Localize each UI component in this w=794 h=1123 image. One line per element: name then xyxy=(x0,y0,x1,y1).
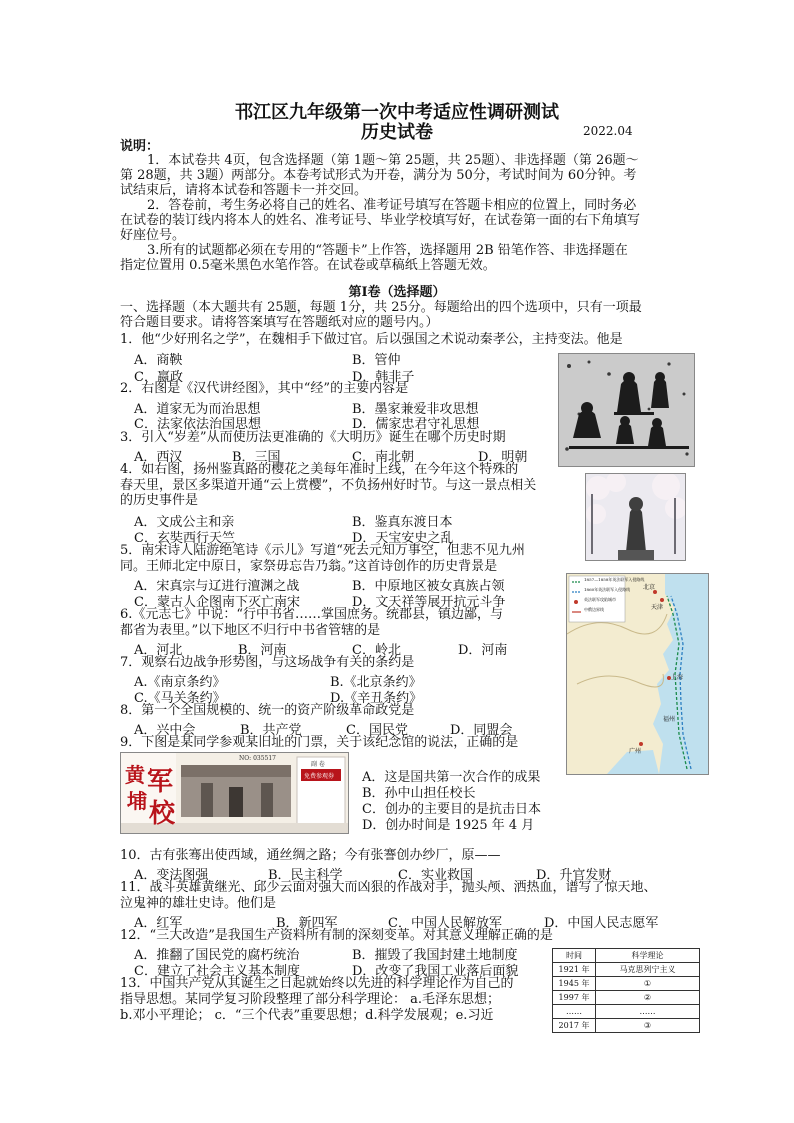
q12-option-b: B．摧毁了我国封建土地制度 xyxy=(352,948,518,963)
table-cell: ③ xyxy=(596,1019,700,1033)
q12-option-c: C．建立了社会主义基本制度 xyxy=(134,964,300,979)
map-city-label: 上海 xyxy=(671,674,684,681)
q1-option-b: B．管仲 xyxy=(352,353,401,368)
note-line: 第 28题，共 3题）两部分。本卷考试形式为开卷，满分为 50分，考试时间为 60分钟。考 xyxy=(120,168,637,183)
science-theory-table xyxy=(552,948,700,1033)
q5-option-c: C．蒙古人企图南下灭亡南宋 xyxy=(134,595,300,610)
q11-option-d: D．中国人民志愿军 xyxy=(544,916,659,931)
q3-stem: 3．引入“岁差”从而使历法更准确的《大明历》诞生在哪个历史时期 xyxy=(120,430,506,445)
map-legend-item: 1857—1858年英法联军入侵路线 xyxy=(584,577,645,582)
note-line: 3.所有的试题都必须在专用的“答题卡”上作答，选择题用 2B 铅笔作答、非选择题在 xyxy=(147,243,628,258)
ticket-calligraphy: 军 xyxy=(147,767,174,797)
notes-label: 说明： xyxy=(120,139,160,154)
q13-stem: 13．中国共产党从其诞生之日起就始终以先进的科学理论作为自己的 xyxy=(120,976,514,991)
q9-stem: 9．下图是某同学参观某旧址的门票，关于该纪念馆的说法，正确的是 xyxy=(120,735,519,750)
q7-option-c: C.《马关条约》 xyxy=(134,691,226,706)
ticket-calligraphy: 埔 xyxy=(127,789,147,813)
q3-option-d: D．明朝 xyxy=(478,450,528,465)
q10-option-b: B．民主科学 xyxy=(268,868,343,883)
table-cell: 1921 年 xyxy=(553,963,596,977)
map-city-label: 广州 xyxy=(629,748,642,755)
table-row xyxy=(553,991,700,1005)
q10-stem: 10．古有张骞出使西域，通丝绸之路；今有张謇创办纱厂，原—— xyxy=(120,848,501,863)
ticket-calligraphy: 校 xyxy=(149,799,176,829)
q4-option-b: B．鉴真东渡日本 xyxy=(352,515,453,530)
q1-option-a: A．商鞅 xyxy=(134,353,183,368)
q5-stem: 5．南宋诗人陆游绝笔诗《示儿》写道“死去元知万事空，但悲不见九州 xyxy=(120,543,525,558)
q5-stem: 同。王师北定中原日，家祭毋忘告乃翁。”这首诗创作的历史背景是 xyxy=(120,559,498,574)
q10-option-a: A．变法图强 xyxy=(134,868,209,883)
table-cell: ① xyxy=(596,977,700,991)
map-city-label: 北京 xyxy=(643,584,656,591)
q11-option-b: B．新四军 xyxy=(276,916,338,931)
exam-subtitle: 历史试卷 xyxy=(361,122,433,143)
table-cell: 2017 年 xyxy=(553,1019,596,1033)
table-cell: …… xyxy=(553,1005,596,1019)
war-situation-map xyxy=(566,573,709,775)
ticket-calligraphy: 黄 xyxy=(125,763,145,787)
q13-stem: 指导思想。某同学复习阶段整理了部分科学理论： a.毛泽东思想； xyxy=(120,992,501,1007)
q12-option-a: A．推翻了国民党的腐朽统治 xyxy=(134,948,300,963)
table-row xyxy=(553,1005,700,1019)
map-city-label: 天津 xyxy=(651,604,664,611)
whampoa-ticket-photo xyxy=(120,752,349,834)
q7-stem: 7．观察右边战争形势图，与这场战争有关的条约是 xyxy=(120,655,415,670)
q9-option-d: D．创办时间是 1925 年 4 月 xyxy=(362,818,535,833)
q11-option-a: A．红军 xyxy=(134,916,183,931)
q6-stem: 都省为表里。”以下地区不归行中书省管辖的是 xyxy=(120,623,381,638)
q3-option-a: A．西汉 xyxy=(134,450,183,465)
q8-option-d: D．同盟会 xyxy=(450,723,513,738)
exam-date: 2022.04 xyxy=(583,124,633,138)
q10-option-c: C．实业救国 xyxy=(398,868,473,883)
q6-stem: 6.《元志七》中说：“行中书省……掌国庶务。统郡县，镇边鄙，与 xyxy=(120,607,504,622)
section-title: 第Ⅰ卷（选择题） xyxy=(348,285,446,300)
q7-option-b: B.《北京条约》 xyxy=(330,675,422,690)
table-row xyxy=(553,949,700,963)
note-line: 试结束后，请将本试卷和答题卡一并交回。 xyxy=(120,183,368,198)
han-lecture-relief-image xyxy=(558,353,695,467)
table-header-cell: 科学理论 xyxy=(596,949,700,963)
q1-option-d: D．韩非子 xyxy=(352,370,415,385)
q8-option-b: B．共产党 xyxy=(240,723,302,738)
q6-option-c: C．岭北 xyxy=(352,643,401,658)
q3-option-b: B．三国 xyxy=(232,450,281,465)
table-cell: …… xyxy=(596,1005,700,1019)
table-cell: 马克思列宁主义 xyxy=(596,963,700,977)
table-row xyxy=(553,977,700,991)
q8-option-a: A．兴中会 xyxy=(134,723,196,738)
jianzhen-statue-photo xyxy=(585,473,686,561)
q6-option-a: A．河北 xyxy=(134,643,183,658)
q1-option-c: C．嬴政 xyxy=(134,370,183,385)
table-cell: 1997 年 xyxy=(553,991,596,1005)
q11-stem: 泣鬼神的雄壮史诗。他们是 xyxy=(120,896,277,911)
q5-option-a: A．宋真宗与辽进行澶渊之战 xyxy=(134,579,300,594)
q4-stem: 的历史事件是 xyxy=(120,493,199,508)
ticket-stub-title: 副 卷 xyxy=(311,761,325,768)
note-line: 1．本试卷共 4页，包含选择题（第 1题～第 25题，共 25题）、非选择题（第 26题～ xyxy=(147,153,639,168)
q6-option-b: B．河南 xyxy=(238,643,287,658)
note-line: 在试卷的装订线内将本人的姓名、准考证号、毕业学校填写好，在试卷第一面的右下角填写 xyxy=(120,213,641,228)
map-legend-item: 1860年英法联军入侵路线 xyxy=(584,587,631,592)
note-line: 好座位号。 xyxy=(120,228,186,243)
q9-option-b: B．孙中山担任校长 xyxy=(362,786,476,801)
q4-stem: 4．如右图，扬州鉴真路的樱花之美每年准时上线，在今年这个特殊的 xyxy=(120,462,519,477)
map-legend-item: 中俄边界线 xyxy=(584,607,604,612)
table-header-cell: 时间 xyxy=(553,949,596,963)
q9-option-c: C．创办的主要目的是抗击日本 xyxy=(362,802,541,817)
ticket-stub-label: 免费参观券 xyxy=(304,773,335,780)
q10-option-d: D．升官发财 xyxy=(536,868,612,883)
q12-option-d: D．改变了我国工业落后面貌 xyxy=(352,964,519,979)
table-row xyxy=(553,1019,700,1033)
map-legend-item: 英法联军攻陷城市 xyxy=(584,597,616,602)
q3-option-c: C．南北朝 xyxy=(352,450,414,465)
q5-option-b: B．中原地区被女真族占领 xyxy=(352,579,505,594)
q9-option-a: A．这是国共第一次合作的成果 xyxy=(362,770,541,785)
q11-stem: 11．战斗英雄黄继光、邱少云面对强大而凶狠的作战对手，抛头颅、洒热血，谱写了惊天地、 xyxy=(120,880,657,895)
q8-option-c: C．国民党 xyxy=(346,723,408,738)
q12-stem: 12．“三大改造”是我国生产资料所有制的深刻变革。对其意义理解正确的是 xyxy=(120,928,553,943)
q2-stem: 2．右图是《汉代讲经图》，其中“经”的主要内容是 xyxy=(120,381,409,396)
table-cell: ② xyxy=(596,991,700,1005)
q5-option-d: D．文天祥等展开抗元斗争 xyxy=(352,595,506,610)
q4-option-a: A．文成公主和亲 xyxy=(134,515,235,530)
q6-option-d: D．河南 xyxy=(458,643,508,658)
q8-stem: 8．第一个全国规模的、统一的资产阶级革命政党是 xyxy=(120,703,415,718)
q4-option-d: D．天宝安史之乱 xyxy=(352,531,454,546)
section-intro: 符合题目要求。请将答案填写在答题纸对应的题号内。） xyxy=(120,315,439,330)
map-city-label: 福州 xyxy=(663,716,676,723)
q2-option-c: C．法家依法治国思想 xyxy=(134,417,261,432)
table-row xyxy=(553,963,700,977)
note-line: 指定位置用 0.5毫米黑色水笔作答。在试卷或草稿纸上答题无效。 xyxy=(120,258,496,273)
q13-stem: b.邓小平理论； c．“三个代表”重要思想；d.科学发展观；e.习近 xyxy=(120,1008,494,1023)
table-cell: 1945 年 xyxy=(553,977,596,991)
ticket-serial: NO: 035517 xyxy=(239,755,277,762)
note-line: 2．答卷前，考生务必将自己的姓名、准考证号填写在答题卡相应的位置上，同时务必 xyxy=(147,198,637,213)
section-intro: 一、选择题（本大题共有 25题，每题 1分，共 25分。每题给出的四个选项中，只有一项最 xyxy=(120,300,642,315)
q2-option-d: D．儒家忠君守礼思想 xyxy=(352,417,480,432)
q7-option-a: A.《南京条约》 xyxy=(134,675,226,690)
q4-option-c: C．玄奘西行天竺 xyxy=(134,531,235,546)
q2-option-b: B．墨家兼爱非攻思想 xyxy=(352,402,479,417)
exam-title: 邗江区九年级第一次中考适应性调研测试 xyxy=(235,102,559,123)
q7-option-d: D.《辛丑条约》 xyxy=(330,691,423,706)
q2-option-a: A．道家无为而治思想 xyxy=(134,402,261,417)
q4-stem: 春天里，景区多渠道开通“云上赏樱”，不负扬州好时节。与这一景点相关 xyxy=(120,478,537,493)
q11-option-c: C．中国人民解放军 xyxy=(388,916,502,931)
q1-stem: 1．他“少好刑名之学”，在魏相手下做过官。后以强国之术说动秦孝公，主持变法。他是 xyxy=(120,332,623,347)
